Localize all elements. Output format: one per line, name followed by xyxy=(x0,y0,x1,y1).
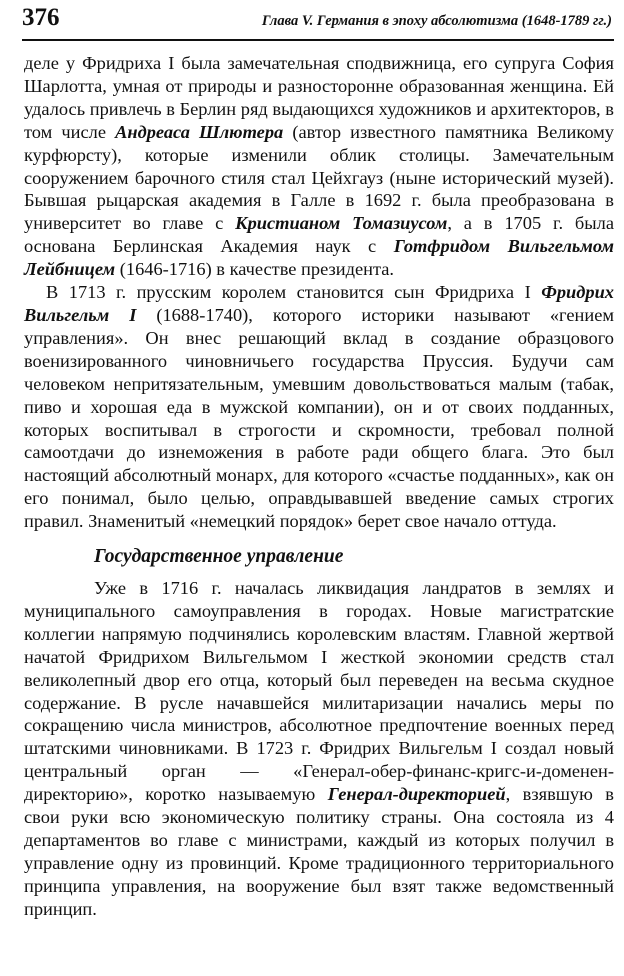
person-name: Фридрих Вильгельм I xyxy=(24,282,614,325)
text-run: (1646-1716) в качестве президента. xyxy=(115,259,394,280)
text-run: , а в 1705 г. была основана Берлинская Академия наук с xyxy=(24,213,614,257)
paragraph-1 xyxy=(24,52,614,281)
text-run: , взявшую в свои руки всю экономическую политику страны. Она состояла из 4 департаментов во главе с министрами, каждый из которых получил в управление одну из провинций. Кроме традиционного территориального принципа управления, на вооружение был взят также ведомственный принцип. xyxy=(24,784,614,919)
text-run: Уже в 1716 г. началась ликвидация ландратов в землях и муниципального самоуправления в городах. Новые магистратские коллегии напрямую подчинялись королевским властям. Главной жертвой начатой Фридрихом Вильгельмом I жесткой экономии средств стал великолепный двор его отца, который был переведен на весьма скудное содержание. В русле начавшейся милитаризации начались меры по сокращению числа министров, абсолютное предпочтение военных перед штатскими чиновниками. В 1723 г. Фридрих Вильгельм I создал новый центральный орган — «Генерал-обер-финанс-кригс-и-доменен-директорию», коротко называемую xyxy=(24,578,614,805)
text-run: (автор известного памятника Великому курфюрсту), которые изменили облик столицы. Замечательным сооружением барочного стиля стал Цейхгауз (ныне исторический музей). Бывшая рыцарская академия в Галле в 1692 г. была преобразована в университет во главе с xyxy=(24,121,614,234)
page-header xyxy=(22,4,612,34)
header-rule xyxy=(22,39,614,41)
person-name: Кристианом Томазиусом xyxy=(235,213,448,234)
institution-name: Генерал-директорией xyxy=(327,784,506,805)
text-run: деле у Фридриха I была замечательная сподвижница, его супруга София Шарлотта, умная от природы и разносторонне образованная женщина. Ей удалось привлечь в Берлин ряд выдающихся художников и архитекторов, в том числе xyxy=(24,53,614,142)
paragraph-3 xyxy=(24,577,614,921)
paragraph-2 xyxy=(24,281,614,533)
page-body xyxy=(24,52,614,921)
person-name: Андреаса Шлютера xyxy=(115,121,284,142)
text-run: (1688-1740), которого историки называют «гением управления». Он внес решающий вклад в создание образцового военизированного чиновничьего государства Пруссия. Будучи сам человеком непритязательным, умевшим довольствоваться малым (табак, пиво и хорошая еда в мужской компании), он и от своих подданных, которых воспитывал в строгости и скромности, требовал полной самоотдачи до изнеможения в работе ради общего блага. Это был настоящий абсолютный монарх, для которого «счастье подданных», как он его понимал, было целью, оправдывавшей введение самых строгих правил. Знаменитый «немецкий порядок» берет свое начало оттуда. xyxy=(24,304,614,532)
person-name: Готфридом Вильгельмом Лейбницем xyxy=(24,236,614,280)
running-head: Глава V. Германия в эпоху абсолютизма (1648-1789 гг.) xyxy=(261,13,612,29)
text-run: В 1713 г. прусским королем становится сын Фридриха I xyxy=(46,282,542,303)
section-heading: Государственное управление xyxy=(94,546,344,568)
page-number: 376 xyxy=(22,4,60,31)
